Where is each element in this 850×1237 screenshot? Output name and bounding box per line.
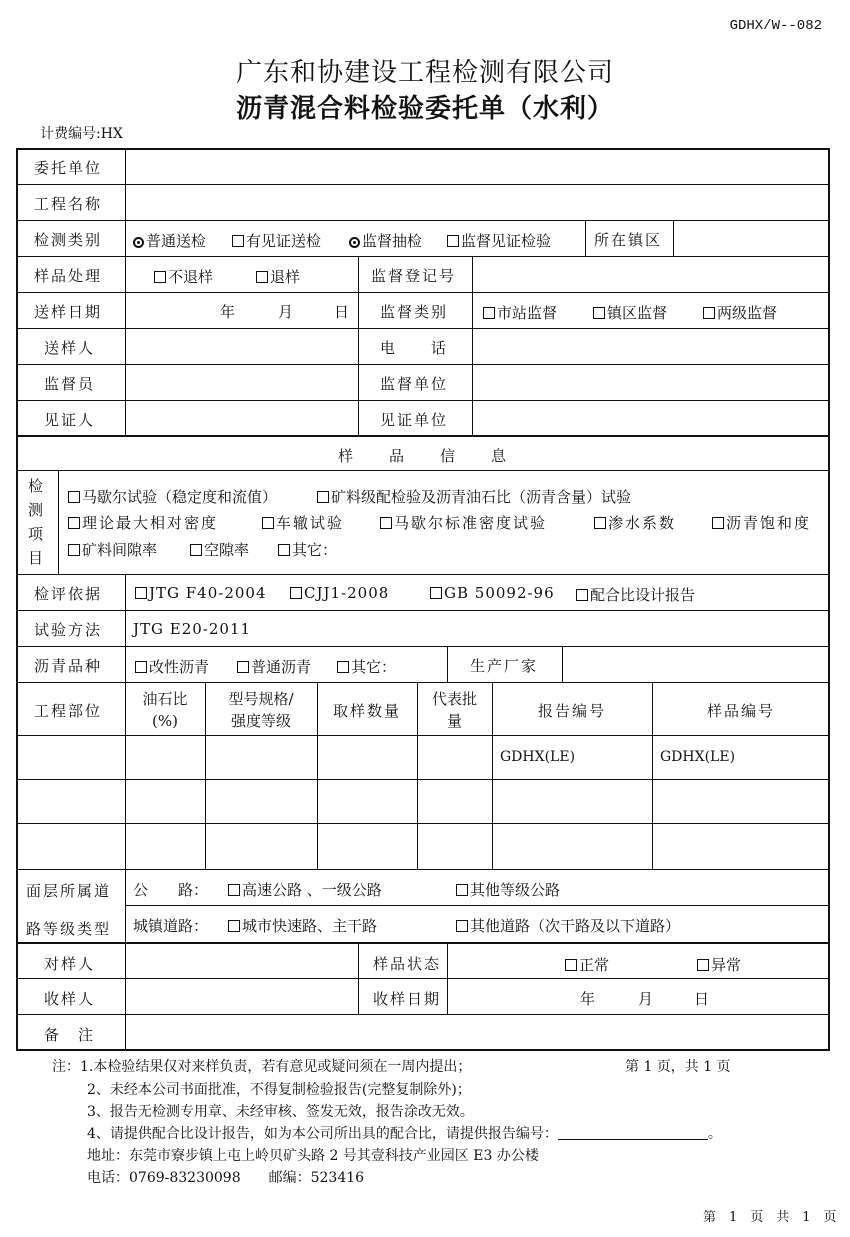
supervision-option-2[interactable]: 镇区监督 (593, 302, 667, 323)
label-receiver: 收样人 (44, 990, 96, 1008)
handling-return[interactable]: 退样 (256, 266, 300, 287)
checkbox-icon (68, 517, 80, 529)
item-gradation[interactable]: 矿料级配检验及沥青油石比（沥青含量）试验 (317, 486, 631, 507)
th-report-no: 报告编号 (537, 702, 606, 720)
label-sample-handling: 样品处理 (34, 267, 103, 285)
item-saturation[interactable]: 沥青饱和度 (712, 512, 811, 533)
checkbox-icon (190, 544, 202, 556)
basis-option-4[interactable]: 配合比设计报告 (576, 584, 695, 605)
item-marshall-density[interactable]: 马歇尔标准密度试验 (380, 512, 547, 533)
item-max-density[interactable]: 理论最大相对密度 (68, 512, 218, 533)
client-field[interactable] (126, 150, 826, 182)
checkbox-icon (337, 661, 349, 673)
page-indicator-bottom: 第 1 页 共 1 页 (703, 1210, 837, 1225)
item-vma[interactable]: 矿料间隙率 (68, 539, 157, 560)
city-option-1[interactable]: 城市快速路、主干路 (228, 915, 377, 936)
th-quantity: 取样数量 (332, 702, 401, 720)
label-asphalt-type: 沥青品种 (34, 657, 103, 675)
remark-field[interactable] (126, 1016, 826, 1048)
label-remark: 备 注 (44, 1026, 96, 1044)
label-supervision-type: 监督类别 (380, 303, 449, 321)
label-sender: 送样人 (44, 339, 96, 357)
radio-checked-icon (349, 237, 360, 248)
label-basis: 检评依据 (34, 585, 103, 603)
supervision-option-1[interactable]: 市站监督 (483, 302, 557, 323)
radio-checked-icon (133, 237, 144, 248)
label-supervision-unit: 监督单位 (380, 375, 449, 393)
label-supervision-reg: 监督登记号 (371, 267, 457, 285)
checkbox-icon (456, 920, 468, 932)
label-test-items: 检 测 项 目 (28, 477, 46, 567)
sample-info-heading: 样 品 信 息 (337, 447, 508, 465)
th-sample-no: 样品编号 (706, 702, 775, 720)
checkbox-icon (68, 491, 80, 503)
date-year: 年 (220, 303, 236, 321)
checkbox-icon (232, 235, 244, 247)
checkbox-icon (712, 517, 724, 529)
item-marshall[interactable]: 马歇尔试验（稳定度和流值） (68, 486, 277, 507)
state-normal[interactable]: 正常 (565, 954, 609, 975)
label-method: 试验方法 (34, 621, 103, 639)
checkbox-icon (278, 544, 290, 556)
test-type-option-2[interactable]: 有见证送检 (232, 230, 321, 251)
highway-option-2[interactable]: 其他等级公路 (456, 879, 560, 900)
checkbox-icon (154, 271, 166, 283)
label-client: 委托单位 (34, 159, 103, 177)
document-code: GDHX/W--082 (729, 18, 822, 34)
label-test-type: 检测类别 (34, 231, 103, 249)
receive-month: 月 (638, 990, 654, 1008)
date-month: 月 (278, 303, 294, 321)
method-value: JTG E20-2011 (133, 620, 252, 638)
checkbox-icon (228, 884, 240, 896)
checkbox-icon (594, 517, 606, 529)
checkbox-icon (697, 959, 709, 971)
company-name: 广东和协建设工程检测有限公司 (235, 58, 614, 88)
checkbox-icon (447, 235, 459, 247)
checkbox-icon (380, 517, 392, 529)
checkbox-icon (483, 307, 495, 319)
receive-year: 年 (580, 990, 596, 1008)
state-abnormal[interactable]: 异常 (697, 954, 741, 975)
checkbox-icon (135, 587, 147, 599)
checkbox-icon (256, 271, 268, 283)
label-manufacturer: 生产厂家 (470, 657, 539, 675)
date-day: 日 (334, 303, 350, 321)
page-indicator-mid: 第 1 页，共 1 页 (625, 1059, 731, 1075)
test-type-option-3[interactable]: 监督抽检 (349, 230, 422, 251)
address: 地址：东莞市寮步镇上屯上岭贝矿头路 2 号其壹科技产业园区 E3 办公楼 (87, 1148, 539, 1164)
asphalt-option-2[interactable]: 普通沥青 (237, 656, 311, 677)
checkbox-icon (565, 959, 577, 971)
highway-option-1[interactable]: 高速公路 、一级公路 (228, 879, 382, 900)
note-4: 4、请提供配合比设计报告，如为本公司所出具的配合比，请提供报告编号： 。 (87, 1126, 722, 1142)
test-type-option-4[interactable]: 监督见证检验 (447, 230, 551, 251)
label-send-date: 送样日期 (34, 303, 103, 321)
checkbox-icon (703, 307, 715, 319)
handling-no-return[interactable]: 不退样 (154, 266, 213, 287)
label-road-grade-1: 面层所属道 (26, 882, 112, 900)
label-phone: 电 话 (380, 339, 449, 357)
sample-no-prefix[interactable]: GDHX(LE) (660, 749, 736, 765)
basis-option-2[interactable]: CJJ1-2008 (290, 584, 389, 602)
label-town: 所在镇区 (594, 231, 663, 249)
city-road-label: 城镇道路： (133, 917, 209, 935)
th-spec: 型号规格/ 强度等级 (228, 690, 294, 730)
fee-number: 计费编号:HX (40, 126, 123, 142)
checkbox-icon (135, 661, 147, 673)
supervision-option-3[interactable]: 两级监督 (703, 302, 777, 323)
note-3: 3、报告无检测专用章、未经审核、签发无效，报告涂改无效。 (87, 1104, 474, 1120)
asphalt-option-3[interactable]: 其它： (337, 656, 396, 677)
city-option-2[interactable]: 其他道路（次干路及以下道路） (456, 915, 680, 936)
label-project: 工程名称 (34, 195, 103, 213)
checkbox-icon (262, 517, 274, 529)
test-type-option-1[interactable]: 普通送检 (133, 230, 206, 251)
th-batch: 代表批 量 (431, 690, 477, 730)
checkbox-icon (290, 587, 302, 599)
checkbox-icon (228, 920, 240, 932)
basis-option-3[interactable]: GB 50092-96 (430, 584, 555, 602)
label-witness: 见证人 (44, 411, 96, 429)
note-1: 注：1.本检验结果仅对来样负责，若有意见或疑问须在一周内提出； (52, 1059, 472, 1075)
receive-day: 日 (694, 990, 710, 1008)
checkbox-icon (456, 884, 468, 896)
note-2: 2、未经本公司书面批准，不得复制检验报告(完整复制除外)； (87, 1082, 471, 1098)
checkbox-icon (576, 589, 588, 601)
checkbox-icon (430, 587, 442, 599)
label-receive-date: 收样日期 (373, 990, 442, 1008)
label-sample-state: 样品状态 (373, 955, 442, 973)
checkbox-icon (237, 661, 249, 673)
highway-label: 公 路： (133, 881, 209, 899)
checkbox-icon (593, 307, 605, 319)
th-location: 工程部位 (34, 702, 103, 720)
report-no-blank[interactable] (558, 1127, 708, 1140)
item-permeability[interactable]: 渗水系数 (594, 512, 676, 533)
basis-option-1[interactable]: JTG F40-2004 (135, 584, 267, 602)
item-rutting[interactable]: 车辙试验 (262, 512, 344, 533)
label-road-grade-2: 路等级类型 (26, 920, 112, 938)
form-title: 沥青混合料检验委托单（水利） (235, 94, 614, 124)
asphalt-option-1[interactable]: 改性沥青 (135, 656, 209, 677)
project-field[interactable] (126, 186, 826, 218)
report-no-prefix[interactable]: GDHX(LE) (500, 749, 576, 765)
label-supervisor: 监督员 (44, 375, 96, 393)
checkbox-icon (317, 491, 329, 503)
item-other[interactable]: 其它： (278, 539, 337, 560)
th-oil-ratio: 油石比 (%) (142, 690, 188, 730)
label-checker: 对样人 (44, 955, 96, 973)
checkbox-icon (68, 544, 80, 556)
item-voids[interactable]: 空隙率 (190, 539, 249, 560)
label-witness-unit: 见证单位 (380, 411, 449, 429)
contact: 电话：0769-83230098 邮编：523416 (87, 1170, 365, 1186)
